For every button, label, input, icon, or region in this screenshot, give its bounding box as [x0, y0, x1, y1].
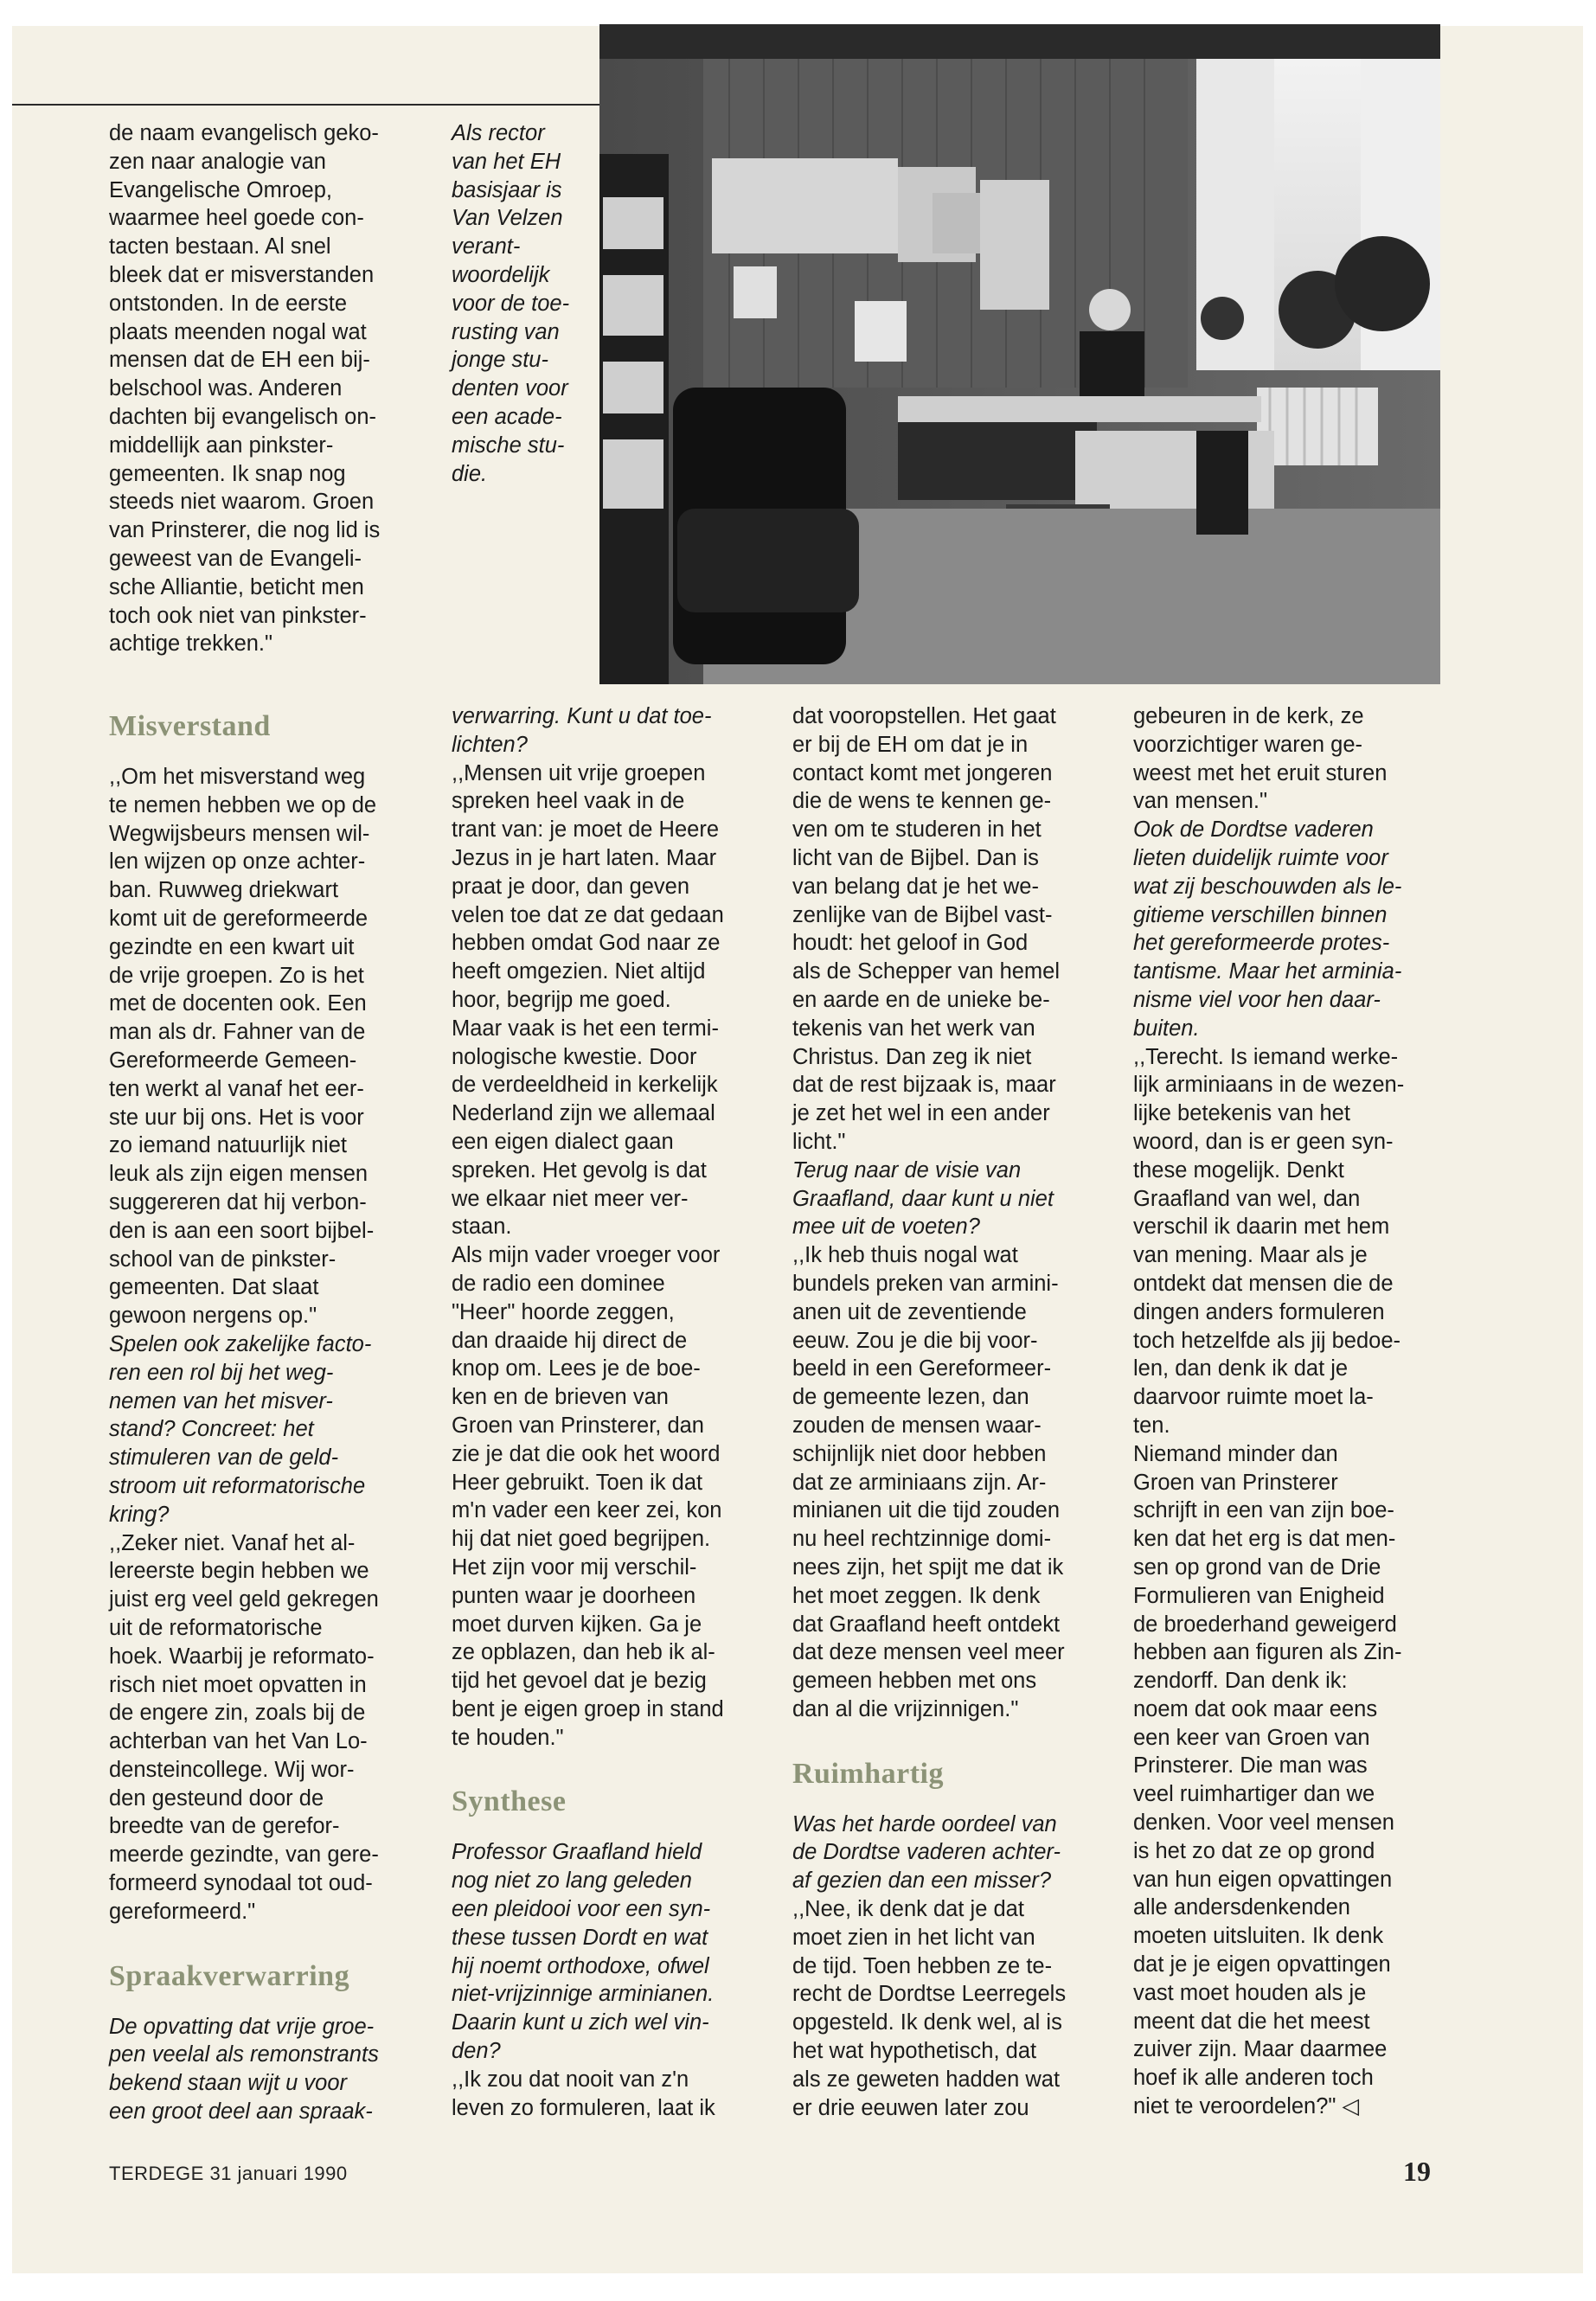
footer-publication: TERDEGE 31 januari 1990: [109, 2163, 348, 2184]
section-heading-ruimhartig: Ruimhartig: [792, 1757, 944, 1790]
paragraph: de naam evangelisch geko- zen naar analogie van Evangelische Omroep, waarmee heel goede con- tacten bestaan. Al snel bleek dat er misverstanden ontstonden. In de eerste plaats meenden nogal wat mensen dat de EH een bij- belschool was. Anderen dachten bij evangelisch on- middellijk aan pinkster- gemeenten. Ik snap nog steeds niet waarom. Groen van Prinsterer, die nog lid is geweest van de Evangeli- sche Alliantie, beticht men toch ook niet van pinkster- achtige trekken.": [109, 121, 381, 657]
question: Spelen ook zakelijke facto- ren een rol bij het weg- nemen van het misver- stand? Concreet: het stimuleren van de geld- stroom uit reformatorische kring?: [109, 1331, 372, 1527]
column-2: [452, 702, 763, 2122]
question: Terug naar de visie van Graafland, daar kunt u niet mee uit de voeten?: [792, 1157, 1054, 1240]
top-rule: [12, 104, 600, 106]
column-1-top: [109, 119, 431, 658]
column-3: [792, 702, 1106, 2122]
paragraph: ,,Ik heb thuis nogal wat bundels preken van armini- anen uit de zeventiende eeuw. Zou je die bij voor- beeld in een Gereformeer- de gemeente lezen, dan zouden de mensen waar- schijnlijk niet door hebben dat ze arminiaans zijn. Ar- minianen uit die tijd zouden nu heel rechtzinnige domi- nees zijn, het spijt me dat ik het moet zeggen. Ik denk dat Graafland heeft ontdekt dat deze mensen veel meer gemeen hebben met ons dan al die vrijzinnigen.": [792, 1243, 1065, 1721]
question: Professor Graafland hield nog niet zo lang geleden een pleidooi voor een syn- these tussen Dordt en wat hij noemt orthodoxe, ofwel niet-vrijzinnige arminianen. Daarin kunt u zich wel vin- den?: [452, 1840, 715, 2064]
scan-margin-bottom: [0, 2273, 1596, 2301]
question: Was het harde oordeel van de Dordtse vaderen achter- af gezien dan een misser?: [792, 1811, 1061, 1894]
paragraph: ,,Mensen uit vrije groepen spreken heel vaak in de trant van: je moet de Heere Jezus in je hart laten. Maar praat je door, dan geven velen toe dat ze dat gedaan hebben omdat God naar ze heeft omgezien. Niet altijd hoor, begrijp me goed. Maar vaak is het een termi- nologische kwestie. Door de verdeeldheid in kerkelijk Nederland zijn we allemaal een eigen dialect gaan spreken. Het gevolg is dat we elkaar niet meer ver- staan. Als mijn vader vroeger voor de radio een dominee "Heer" hoorde zeggen, dan draaide hij direct de knop om. Lees je de boe- ken en de brieven van Groen van Prinsterer, dan zie je dat die ook het woord Heer gebruikt. Toen ik dat m'n vader een keer zei, kon hij dat niet goed begrijpen. Het zijn voor mij verschil- punten waar je doorheen moet durven kijken. Ga je ze opblazen, dan heb ik al- tijd het gevoel dat je bezig bent je eigen groep in stand te houden.": [452, 760, 724, 1750]
paragraph: ,,Ik zou dat nooit van z'n leven zo formuleren, laat ik: [452, 2067, 715, 2120]
section-heading-synthese: Synthese: [452, 1785, 567, 1818]
column-4: [1133, 702, 1446, 2121]
photo-caption: Als rector van het EH basisjaar is Van Velzen verant- woordelijk voor de toe- rusting van jonge stu- denten voor een acade- mische stu- die.: [452, 121, 570, 486]
paragraph: ,,Terecht. Is iemand werke- lijk arminiaans in de wezen- lijke betekenis van het woord, dan is er geen syn- these mogelijk. Denkt Graafland van wel, dan verschil ik daarin met hem van mening. Maar als je ontdekt dat mensen die de dingen anders formuleren toch hetzelfde als jij bedoe- len, dan denk ik dat je daarvoor ruimte moet la- ten. Niemand minder dan Groen van Prinsterer schrijft in een van zijn boe- ken dat het erg is dat men- sen op grond van de Drie Formulieren van Enigheid de broederhand geweigerd hebben aan figuren als Zin- zendorff. Dan denk ik: noem dat ook maar eens een keer van Groen van Prinsterer. Die man was veel ruimhartiger dan we denken. Voor veel mensen is het zo dat ze op grond van hun eigen opvattingen alle andersdenkenden moeten uitsluiten. Ik denk dat je je eigen opvattingen vast moet houden als je meent dat die het meest zuiver zijn. Maar daarmee hoef ik alle anderen toch niet te veroordelen?" ◁: [1133, 1044, 1405, 2119]
office-photo: [599, 24, 1440, 684]
paragraph: ,,Zeker niet. Vanaf het al- lereerste begin hebben we juist erg veel geld gekregen uit de reformatorische hoek. Waarbij je reformato- risch niet moet opvatten in de engere zin, zoals bij de achterban van het Van Lo- densteincollege. Wij wor- den gesteund door de breedte van de gerefor- meerde gezindte, van gere- formeerd synodaal tot oud- gereformeerd.": [109, 1530, 379, 1924]
section-heading-spraakverwarring: Spraakverwarring: [109, 1959, 350, 1992]
page-number: 19: [1403, 2156, 1431, 2187]
paragraph: ,,Om het misverstand weg te nemen hebben we op de Wegwijsbeurs mensen wil- len wijzen op onze achter- ban. Ruwweg driekwart komt uit de gereformeerde gezindte en een kwart uit de vrije groepen. Zo is het met de docenten ook. Een man als dr. Fahner van de Gereformeerde Gemeen- ten werkt al vanaf het eer- ste uur bij ons. Het is voor zo iemand natuurlijk niet leuk als zijn eigen mensen suggereren dat hij verbon- den is aan een soort bijbel- school van de pinkster- gemeenten. Dat slaat gewoon nergens op.": [109, 765, 377, 1329]
section-heading-misverstand: Misverstand: [109, 710, 271, 742]
column-1: [109, 708, 436, 2126]
paragraph: dat vooropstellen. Het gaat er bij de EH om dat je in contact komt met jongeren die de wens te kennen ge- ven om te studeren in het licht van de Bijbel. Dan is van belang dat je het we- zenlijke van de Bijbel vast- houdt: het geloof in God als de Schepper van hemel en aarde en de unieke be- tekenis van het werk van Christus. Dan zeg ik niet dat de rest bijzaak is, maar je zet het wel in een ander licht.": [792, 704, 1061, 1154]
question: Ook de Dordtse vaderen lieten duidelijk ruimte voor wat zij beschouwden als le- gitieme verschillen binnen het gereformeerde protes- tantisme. Maar het arminia- nisme viel voor hen daar- buiten.: [1133, 817, 1402, 1041]
question: verwarring. Kunt u dat toe- lichten?: [452, 704, 712, 757]
scan-margin-top: [0, 0, 1596, 26]
paragraph: gebeuren in de kerk, ze voorzichtiger waren ge- weest met het eruit sturen van mensen.": [1133, 704, 1388, 814]
office-photo-icon: [599, 24, 1440, 684]
question: De opvatting dat vrije groe- pen veelal als remonstrants bekend staan wijt u voor een groot deel aan spraak-: [109, 2014, 379, 2125]
paragraph: ,,Nee, ik denk dat je dat moet zien in het licht van de tijd. Toen hebben ze te- recht de Dordtse Leerregels opgesteld. Ik denk wel, al is het wat hypothetisch, dat als ze geweten hadden wat er drie eeuwen later zou: [792, 1897, 1067, 2120]
